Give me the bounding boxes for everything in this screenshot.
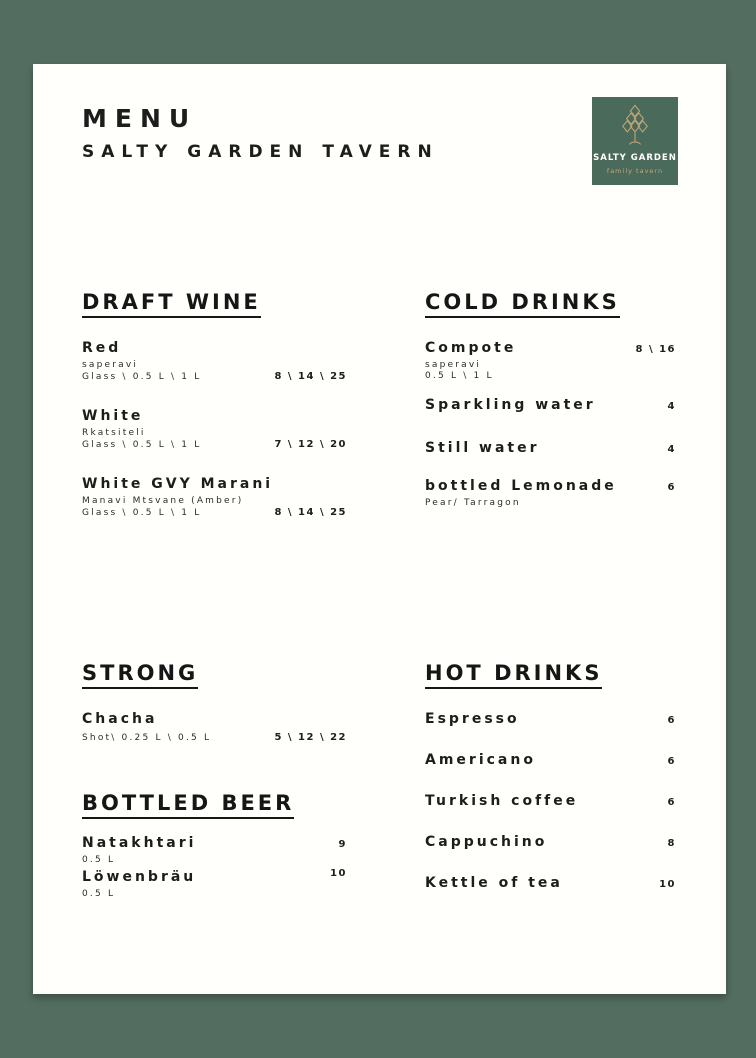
item-name: Kettle of tea: [425, 875, 563, 891]
menu-item-white: [82, 407, 347, 451]
item-serving: 0.5 L: [82, 855, 116, 865]
item-price: 6: [667, 756, 676, 767]
menu-item-chacha: [82, 710, 347, 744]
item-price: 6: [667, 715, 676, 726]
item-serving: Glass \ 0.5 L \ 1 L: [82, 440, 202, 450]
item-name: Natakhtari: [82, 835, 197, 851]
item-price: 10: [330, 868, 347, 879]
section-title-strong: STRONG: [82, 661, 198, 689]
menu-item-white-gvy-marani: [82, 475, 347, 519]
menu-card: [33, 64, 726, 994]
item-subtitle: Pear/ Tarragon: [425, 498, 521, 508]
section-strong: [82, 661, 347, 744]
item-price: 10: [659, 879, 676, 890]
menu-item-natakhtari: [82, 834, 347, 866]
item-serving: 0.5 L: [82, 889, 116, 899]
section-draft-wine: [82, 290, 347, 519]
section-title-cold-drinks: COLD DRINKS: [425, 290, 620, 318]
section-title-hot-drinks: HOT DRINKS: [425, 661, 602, 689]
item-price: 5 \ 12 \ 22: [274, 732, 347, 743]
menu-item-turkish-coffee: [425, 792, 676, 810]
item-name: White: [82, 408, 144, 424]
item-name: Red: [82, 340, 122, 356]
section-cold-drinks: [425, 290, 676, 509]
menu-item-bottled-lemonade: [425, 477, 676, 509]
item-price: 8 \ 16: [635, 344, 676, 355]
item-price: 7 \ 12 \ 20: [274, 439, 347, 450]
diamond-tree-icon: [614, 104, 656, 150]
item-name: Löwenbräu: [82, 869, 197, 885]
item-serving: Glass \ 0.5 L \ 1 L: [82, 372, 202, 382]
menu-item-compote: [425, 339, 676, 382]
item-name: Sparkling water: [425, 397, 596, 413]
item-price: 8: [667, 838, 676, 849]
item-name: Still water: [425, 440, 540, 456]
page-title: MENU: [82, 104, 198, 133]
item-subtitle: saperavi: [425, 360, 482, 370]
menu-item-red: [82, 339, 347, 383]
item-subtitle: Rkatsiteli: [82, 428, 146, 438]
page-subtitle: SALTY GARDEN TAVERN: [82, 142, 439, 162]
item-name: Cappuchino: [425, 834, 548, 850]
item-price: 6: [667, 797, 676, 808]
section-title-bottled-beer: BOTTLED BEER: [82, 791, 294, 819]
item-name: Compote: [425, 340, 517, 356]
section-bottled-beer: [82, 791, 347, 900]
item-subtitle: saperavi: [82, 360, 139, 370]
menu-item-kettle-of-tea: [425, 874, 676, 892]
item-price: 8 \ 14 \ 25: [274, 507, 347, 518]
menu-item-espresso: [425, 710, 676, 728]
item-price: 9: [338, 839, 347, 850]
item-price: 4: [667, 401, 676, 412]
item-name: White GVY Marani: [82, 476, 274, 492]
item-name: bottled Lemonade: [425, 478, 617, 494]
item-price: 6: [667, 482, 676, 493]
item-serving: 0.5 L \ 1 L: [425, 371, 494, 381]
item-subtitle: Manavi Mtsvane (Amber): [82, 496, 244, 506]
item-name: Americano: [425, 752, 536, 768]
menu-item-still-water: [425, 439, 676, 457]
item-price: 4: [667, 444, 676, 455]
item-name: Espresso: [425, 711, 520, 727]
menu-item-lowenbrau: [82, 868, 347, 900]
item-name: Chacha: [82, 711, 158, 727]
menu-item-americano: [425, 751, 676, 769]
section-hot-drinks: [425, 661, 676, 892]
logo: [592, 97, 678, 185]
section-title-draft-wine: DRAFT WINE: [82, 290, 261, 318]
menu-item-sparkling-water: [425, 396, 676, 414]
logo-name: SALTY GARDEN: [593, 153, 677, 163]
item-price: 8 \ 14 \ 25: [274, 371, 347, 382]
logo-tagline: family tavern: [606, 167, 664, 175]
item-serving: Shot\ 0.25 L \ 0.5 L: [82, 733, 212, 743]
item-name: Turkish coffee: [425, 793, 579, 809]
item-serving: Glass \ 0.5 L \ 1 L: [82, 508, 202, 518]
menu-item-cappuchino: [425, 833, 676, 851]
